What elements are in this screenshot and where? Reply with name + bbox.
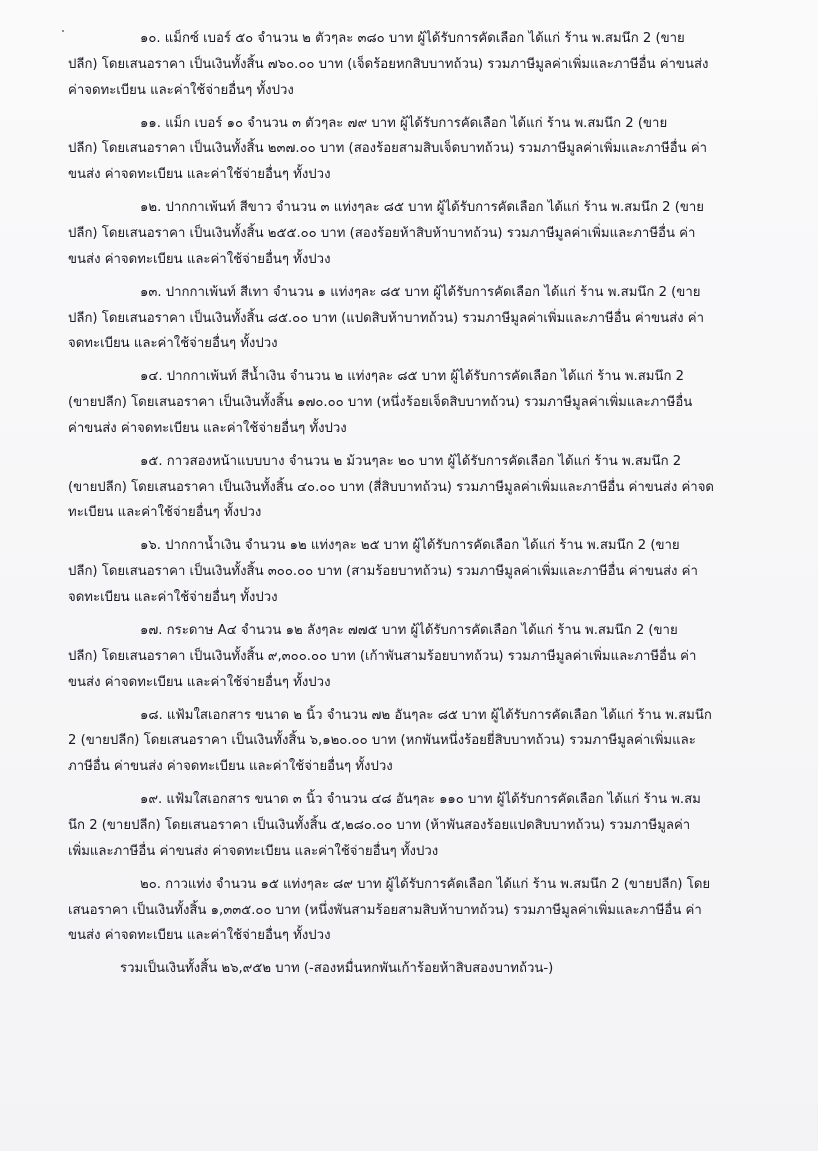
item-line: ปลีก) โดยเสนอราคา เป็นเงินทั้งสิ้น ๗๖๐.๐๐ บาท (เจ็ดร้อยหกสิบบาทถ้วน) รวมภาษีมูลค่าเพิ่มและภาษีอื่น ค่าขนส่ง [68,56,709,72]
item-line: ๑๖. ปากกาน้ำเงิน จำนวน ๑๒ แท่งๆละ ๒๕ บาท ผู้ได้รับการคัดเลือก ได้แก่ ร้าน พ.สมนึก 2 (ขาย [140,538,680,554]
item-line: ค่าจดทะเบียน และค่าใช้จ่ายอื่นๆ ทั้งปวง [68,82,294,98]
procurement-item [68,449,758,526]
item-line: ขนส่ง ค่าจดทะเบียน และค่าใช้จ่ายอื่นๆ ทั้งปวง [68,674,331,690]
item-line: ๑๐. แม็กซ์ เบอร์ ๕๐ จำนวน ๒ ตัวๆละ ๓๘๐ บาท ผู้ได้รับการคัดเลือก ได้แก่ ร้าน พ.สมนึก 2 (ขาย [140,31,685,46]
item-line: ปลีก) โดยเสนอราคา เป็นเงินทั้งสิ้น ๒๓๗.๐๐ บาท (สองร้อยสามสิบเจ็ดบาทถ้วน) รวมภาษีมูลค่าเพิ่มและภาษีอื่น ค่า [68,141,708,157]
procurement-item [68,111,758,188]
item-line: ภาษีอื่น ค่าขนส่ง ค่าจดทะเบียน และค่าใช้จ่ายอื่นๆ ทั้งปวง [68,759,393,775]
procurement-item [68,195,758,272]
item-line: 2 (ขายปลีก) โดยเสนอราคา เป็นเงินทั้งสิ้น ๖,๑๒๐.๐๐ บาท (หกพันหนึ่งร้อยยี่สิบบาทถ้วน) รวมภาษีมูลค่าเพิ่มและ [68,733,696,749]
procurement-item [68,533,758,610]
item-line: ขนส่ง ค่าจดทะเบียน และค่าใช้จ่ายอื่นๆ ทั้งปวง [68,167,331,183]
item-line: ๑๒. ปากกาเพ้นท์ สีขาว จำนวน ๓ แท่งๆละ ๘๕ บาท ผู้ได้รับการคัดเลือก ได้แก่ ร้าน พ.สมนึก 2 (ขาย [140,200,704,216]
item-line: ๑๓. ปากกาเพ้นท์ สีเทา จำนวน ๑ แท่งๆละ ๘๕ บาท ผู้ได้รับการคัดเลือก ได้แก่ ร้าน พ.สมนึก 2 (ขาย [140,284,701,300]
document-body [68,26,758,982]
item-line: ๒๐. กาวแท่ง จำนวน ๑๕ แท่งๆละ ๘๙ บาท ผู้ได้รับการคัดเลือก ได้แก่ ร้าน พ.สมนึก 2 (ขายปลีก) โดย [140,876,711,892]
procurement-item [68,787,758,864]
item-line: นึก 2 (ขายปลีก) โดยเสนอราคา เป็นเงินทั้งสิ้น ๕,๒๘๐.๐๐ บาท (ห้าพันสองร้อยแปดสิบบาทถ้วน) รวมภาษีมูลค่า [68,818,691,833]
item-line: ๑๔. ปากกาเพ้นท์ สีน้ำเงิน จำนวน ๒ แท่งๆละ ๘๕ บาท ผู้ได้รับการคัดเลือก ได้แก่ ร้าน พ.สมนึก 2 [140,369,685,385]
item-line: ปลีก) โดยเสนอราคา เป็นเงินทั้งสิ้น ๙,๓๐๐.๐๐ บาท (เก้าพันสามร้อยบาทถ้วน) รวมภาษีมูลค่าเพิ่มและภาษีอื่น ค่า [68,648,697,664]
item-line: ขนส่ง ค่าจดทะเบียน และค่าใช้จ่ายอื่นๆ ทั้งปวง [68,928,331,944]
item-line: (ขายปลีก) โดยเสนอราคา เป็นเงินทั้งสิ้น ๔๐.๐๐ บาท (สี่สิบบาทถ้วน) รวมภาษีมูลค่าเพิ่มและภาษีอื่น ค่าขนส่ง ค่าจด [68,479,714,495]
item-line: ปลีก) โดยเสนอราคา เป็นเงินทั้งสิ้น ๓๐๐.๐๐ บาท (สามร้อยบาทถ้วน) รวมภาษีมูลค่าเพิ่มและภาษีอื่น ค่าขนส่ง ค่า [68,564,698,580]
item-line: เสนอราคา เป็นเงินทั้งสิ้น ๑,๓๓๕.๐๐ บาท (หนึ่งพันสามร้อยสามสิบห้าบาทถ้วน) รวมภาษีมูลค่าเพิ่มและภาษีอื่น ค่า [68,902,702,918]
procurement-item [68,703,758,780]
item-line: ปลีก) โดยเสนอราคา เป็นเงินทั้งสิ้น ๒๕๕.๐๐ บาท (สองร้อยห้าสิบห้าบาทถ้วน) รวมภาษีมูลค่าเพิ่มและภาษีอื่น ค่า [68,225,696,241]
procurement-item [68,364,758,441]
item-line: เพิ่มและภาษีอื่น ค่าขนส่ง ค่าจดทะเบียน และค่าใช้จ่ายอื่นๆ ทั้งปวง [68,843,439,859]
item-line: จดทะเบียน และค่าใช้จ่ายอื่นๆ ทั้งปวง [68,590,278,606]
item-line: (ขายปลีก) โดยเสนอราคา เป็นเงินทั้งสิ้น ๑๗๐.๐๐ บาท (หนึ่งร้อยเจ็ดสิบบาทถ้วน) รวมภาษีมูลค่าเพิ่มและภาษีอื่น [68,395,693,411]
procurement-item [68,280,758,357]
item-line: ปลีก) โดยเสนอราคา เป็นเงินทั้งสิ้น ๘๕.๐๐ บาท (แปดสิบห้าบาทถ้วน) รวมภาษีมูลค่าเพิ่มและภาษีอื่น ค่าขนส่ง ค่า [68,310,705,326]
item-line: ค่าขนส่ง ค่าจดทะเบียน และค่าใช้จ่ายอื่นๆ ทั้งปวง [68,420,347,436]
item-line: ๑๘. แฟ้มใสเอกสาร ขนาด ๒ นิ้ว จำนวน ๗๒ อันๆละ ๘๕ บาท ผู้ได้รับการคัดเลือก ได้แก่ ร้าน พ.สมนึก [140,707,712,723]
item-line: ๑๙. แฟ้มใสเอกสาร ขนาด ๓ นิ้ว จำนวน ๔๘ อันๆละ ๑๑๐ บาท ผู้ได้รับการคัดเลือก ได้แก่ ร้าน พ.สม [140,792,701,808]
item-line: ๑๕. กาวสองหน้าแบบบาง จำนวน ๒ ม้วนๆละ ๒๐ บาท ผู้ได้รับการคัดเลือก ได้แก่ ร้าน พ.สมนึก 2 [140,453,682,469]
item-line: ขนส่ง ค่าจดทะเบียน และค่าใช้จ่ายอื่นๆ ทั้งปวง [68,251,331,267]
procurement-item [68,618,758,695]
item-line: ๑๗. กระดาษ A๔ จำนวน ๑๒ ลังๆละ ๗๗๕ บาท ผู้ได้รับการคัดเลือก ได้แก่ ร้าน พ.สมนึก 2 (ขาย [140,623,678,639]
procurement-item [68,872,758,949]
item-line: ๑๑. แม็ก เบอร์ ๑๐ จำนวน ๓ ตัวๆละ ๗๙ บาท ผู้ได้รับการคัดเลือก ได้แก่ ร้าน พ.สมนึก 2 (ขาย [140,115,668,131]
item-line: ทะเบียน และค่าใช้จ่ายอื่นๆ ทั้งปวง [68,505,262,521]
item-line: จดทะเบียน และค่าใช้จ่ายอื่นๆ ทั้งปวง [68,336,278,352]
scan-speck [62,30,64,32]
procurement-item [68,26,758,103]
grand-total-line: รวมเป็นเงินทั้งสิ้น ๒๖,๙๕๒ บาท (-สองหมื่นหกพันเก้าร้อยห้าสิบสองบาทถ้วน-) [120,961,554,977]
